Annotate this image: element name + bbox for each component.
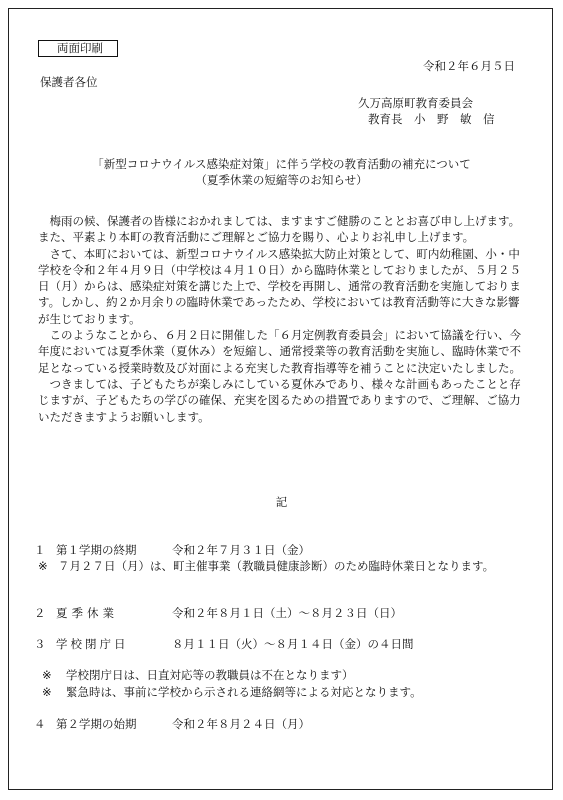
- item-label: 学校閉庁日: [56, 637, 129, 651]
- note-mark: ※: [38, 559, 48, 573]
- item-number: ３: [34, 637, 46, 651]
- item-value: 令和２年７月３１日（金）: [172, 543, 310, 557]
- ki-heading: 記: [275, 495, 288, 509]
- list-item: [34, 605, 402, 621]
- paragraph-request: つきましては、子どもたちが楽しみにしている夏休みであり、様々な計画もあったことと存じますが、子どもたちの学びの確保、充実を図るための措置でありますので、ご理解、ご協力いただきますようお願いします。: [38, 376, 521, 424]
- list-item: [34, 716, 310, 732]
- document-date: 令和２年６月５日: [423, 59, 515, 73]
- list-item: [34, 542, 310, 558]
- note-text: 学校閉庁日は、日直対応等の教職員は不在となります）: [66, 668, 354, 682]
- item-value: 令和２年８月２４日（月）: [172, 717, 310, 731]
- item-label: 夏季休業: [56, 606, 118, 620]
- item-number: １: [34, 543, 46, 557]
- note-text: ７月２７日（月）は、町主催事業（教職員健康診断）のため臨時休業日となります。: [58, 559, 495, 573]
- item-label: 第２学期の始期: [56, 717, 137, 731]
- issuer-organization: 久万高原町教育委員会: [358, 96, 473, 110]
- document-subtitle: （夏季休業の短縮等のお知らせ）: [195, 173, 368, 187]
- document-title: 「新型コロナウイルス感染症対策」に伴う学校の教育活動の補充について: [92, 157, 471, 171]
- item-label: 第１学期の終期: [56, 543, 137, 557]
- item-value: 令和２年８月１日（土）～８月２３日（日）: [172, 606, 402, 620]
- paragraph-decision: このようなことから、６月２日に開催した「６月定例教育委員会」において協議を行い、今年度においては夏季休業（夏休み）を短縮し、通常授業等の教育活動を実施し、臨時休業で不足となっている授業時数及び対面による充実した教育指導等を補うことに決定いたしました。: [38, 328, 521, 375]
- item-number: ２: [34, 606, 46, 620]
- duplex-print-stamp: 両面印刷: [38, 40, 118, 57]
- note-mark: ※: [42, 685, 52, 699]
- body-text: [38, 213, 530, 425]
- item-number: ４: [34, 717, 46, 731]
- issuer-person: 教育長 小 野 敏 信: [368, 112, 495, 126]
- list-item: [34, 636, 414, 652]
- paragraph-greeting: 梅雨の候、保護者の皆様におかれましては、ますますご健勝のこととお喜び申し上げます。また、平素より本町の教育活動にご理解とご協力を賜り、心よりお礼申し上げます。: [38, 214, 521, 245]
- note-mark: ※: [42, 668, 52, 682]
- recipient: 保護者各位: [40, 75, 98, 89]
- paragraph-background: さて、本町においては、新型コロナウイルス感染拡大防止対策として、町内幼稚園、小・中学校を令和２年４月９日（中学校は４月１０日）から臨時休業としておりましたが、５月２５日（月）からは、感染症対策を講じた上で、学校を再開し、通常の教育活動を実施しております。しかし、約２か月余りの臨時休業であったため、学校においては教育活動等に大きな影響が生じております。: [38, 246, 521, 326]
- item-value: ８月１１日（火）～８月１４日（金）の４日間: [172, 637, 414, 651]
- note-text: 緊急時は、事前に学校から示される連絡網等による対応となります。: [66, 685, 422, 699]
